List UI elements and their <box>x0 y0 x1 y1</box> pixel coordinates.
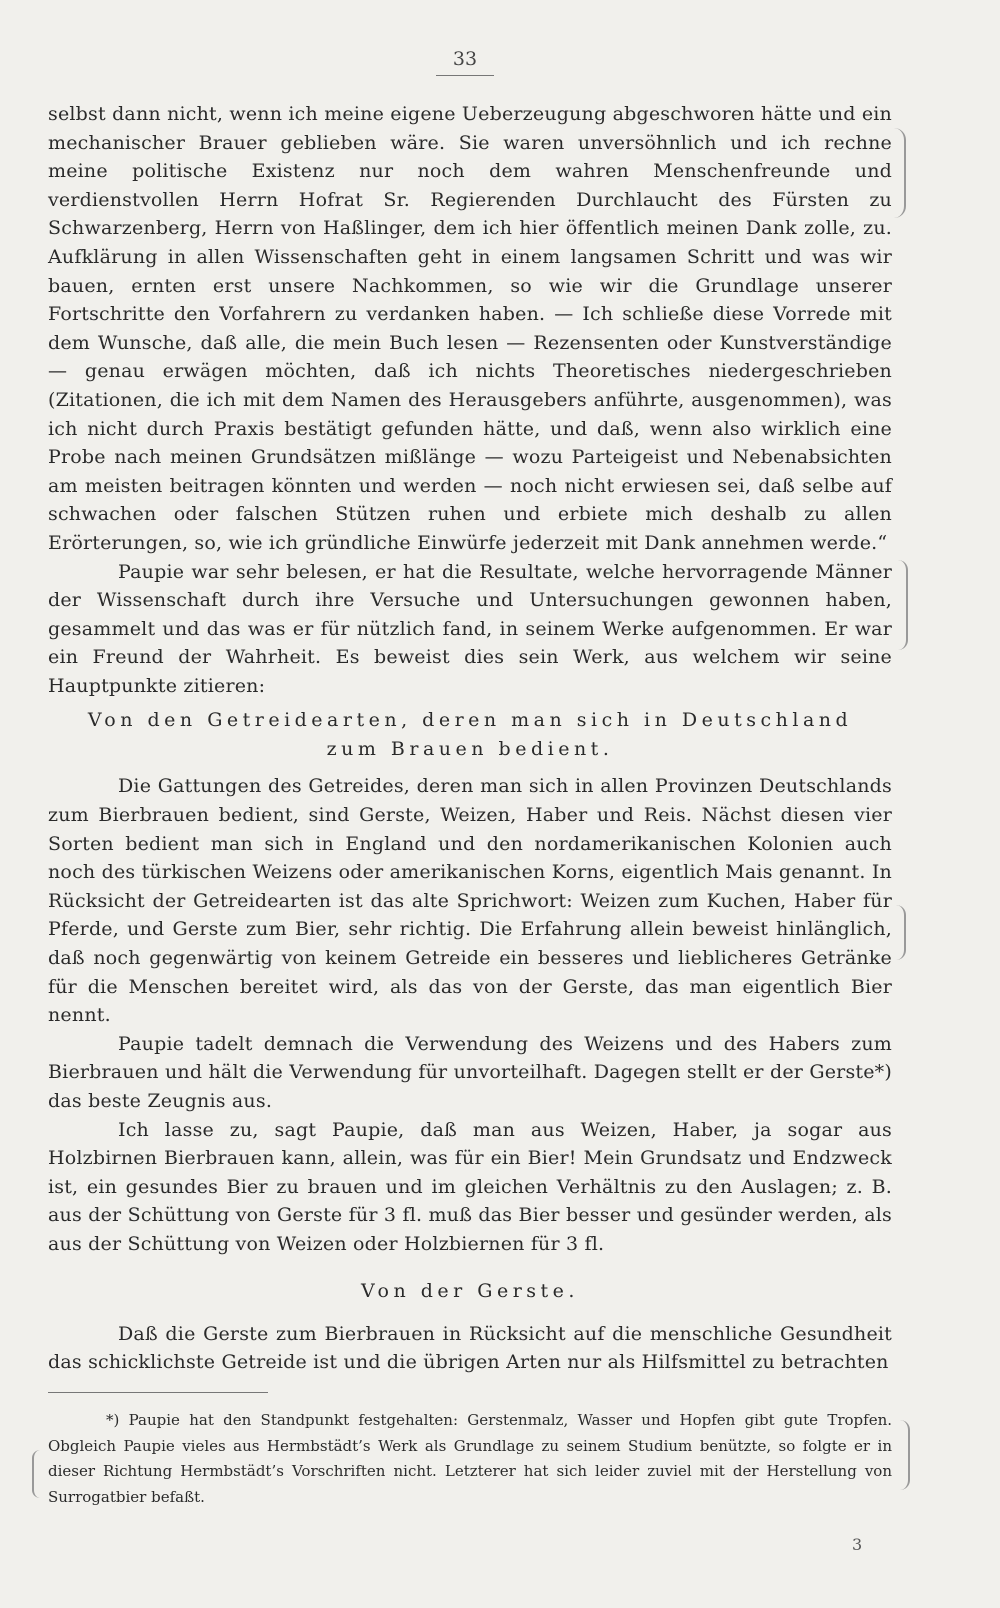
margin-mark <box>894 128 906 218</box>
heading-gerste: Von der Gerste. <box>361 1279 579 1302</box>
footnote: *) Paupie hat den Standpunkt festgehalten: Gerstenmalz, Wasser und Hopfen gibt gute Tropfen. Obgleich Paupie vieles aus Hermbstädt’s Werk als Grundlage zu seinem Studium benützte, so folgte er in dieser Richtung Hermbstädt’s Vorschriften nicht. Letzterer hat sich leider zuviel mit der Herstellung von Surrogatbier befaßt. <box>48 1411 892 1506</box>
paragraph-tadelt: Paupie tadelt demnach die Verwendung des Weizens und des Habers zum Bierbrauen und hält die Verwendung für unvorteilhaft. Dagegen stellt er der Gerste*) das beste Zeugnis aus. <box>48 1032 892 1112</box>
margin-mark <box>896 905 906 960</box>
paragraph-gerste: Daß die Gerste zum Bierbrauen in Rücksicht auf die menschliche Gesundheit das schicklichste Getreide ist und die übrigen Arten nur als Hilfsmittel zu betrachten <box>48 1322 892 1374</box>
heading-getreidearten <box>48 706 892 764</box>
paragraph-paupie-belesen: Paupie war sehr belesen, er hat die Resultate, welche hervorragende Männer der Wissenschaft durch ihre Versuche und Untersuchungen gewonnen haben, gesammelt und das was er für nützlich fand, in seinem Werke aufgenommen. Er war ein Freund der Wahrheit. Es beweist dies sein Werk, aus welchem wir seine Hauptpunkte zitieren: <box>48 560 892 697</box>
margin-mark <box>32 1450 40 1498</box>
page-number-rule <box>436 75 494 76</box>
margin-mark <box>900 1420 910 1490</box>
margin-mark <box>898 560 908 650</box>
heading-getreidearten-line2: zum Brauen bedient. <box>326 738 614 761</box>
bottom-page-number: 3 <box>852 1535 863 1554</box>
heading-getreidearten-line1: Von den Getreidearten, deren man sich in Deutschland <box>87 709 853 732</box>
page-number: 33 <box>452 48 478 70</box>
footnote-rule <box>48 1392 268 1393</box>
paragraph-lasse-zu: Ich lasse zu, sagt Paupie, daß man aus Weizen, Haber, ja sogar aus Holzbirnen Bierbrauen kann, allein, was für ein Bier! Mein Grundsatz und Endzweck ist, ein gesundes Bier zu brauen und im gleichen Verhältnis zu den Auslagen; z. B. aus der Schüttung von Gerste für 3 fl. muß das Bier besser und gesünder werden, als aus der Schüttung von Weizen oder Holzbiernen für 3 fl. <box>48 1118 892 1255</box>
paragraph-preface-end: selbst dann nicht, wenn ich meine eigene Ueberzeugung abgeschworen hätte und ein mechanischer Brauer geblieben wäre. Sie waren unversöhnlich und ich rechne meine politische Existenz nur noch dem wahren Menschenfreunde und verdienstvollen Herrn Hofrat Sr. Regierenden Durchlaucht des Fürsten zu Schwarzenberg, Herrn von Haßlinger, dem ich hier öffentlich meinen Dank zolle, zu. Aufklärung in allen Wissenschaften geht in einem langsamen Schritt und was wir bauen, ernten erst unsere Nachkommen, so wie wir die Grundlage unserer Fortschritte den Vorfahrern zu verdanken haben. — Ich schließe diese Vorrede mit dem Wunsche, daß alle, die mein Buch lesen — Rezensenten oder Kunstverständige — genau erwägen möchten, daß ich nichts Theoretisches niedergeschrieben (Zitationen, die ich mit dem Namen des Herausgebers anführte, ausgenommen), was ich nicht durch Praxis bestätigt gefunden hätte, und daß, wenn also wirklich eine Probe nach meinen Grundsätzen mißlänge — wozu Parteigeist und Nebenabsichten am meisten beitragen könnten und werden — noch nicht erwiesen sei, daß selbe auf schwachen oder falschen Stützen ruhen und erbiete mich deshalb zu allen Erörterungen, so, wie ich gründliche Einwürfe jederzeit mit Dank annehmen werde.“ <box>48 103 892 554</box>
body-text <box>48 100 892 1377</box>
paragraph-gattungen: Die Gattungen des Getreides, deren man sich in allen Provinzen Deutschlands zum Bierbrauen bedient, sind Gerste, Weizen, Haber und Reis. Nächst diesen vier Sorten bedient man sich in England und den nordamerikanischen Kolonien auch noch des türkischen Weizens oder amerikanischen Korns, eigentlich Mais genannt. In Rücksicht der Getreidearten ist das alte Sprichwort: Weizen zum Kuchen, Haber für Pferde, und Gerste zum Bier, sehr richtig. Die Erfahrung allein beweist hinlänglich, daß noch gegenwärtig von keinem Getreide ein besseres und lieblicheres Getränke für die Menschen bereitet wird, als das von der Gerste, das man eigentlich Bier nennt. <box>48 775 892 1027</box>
